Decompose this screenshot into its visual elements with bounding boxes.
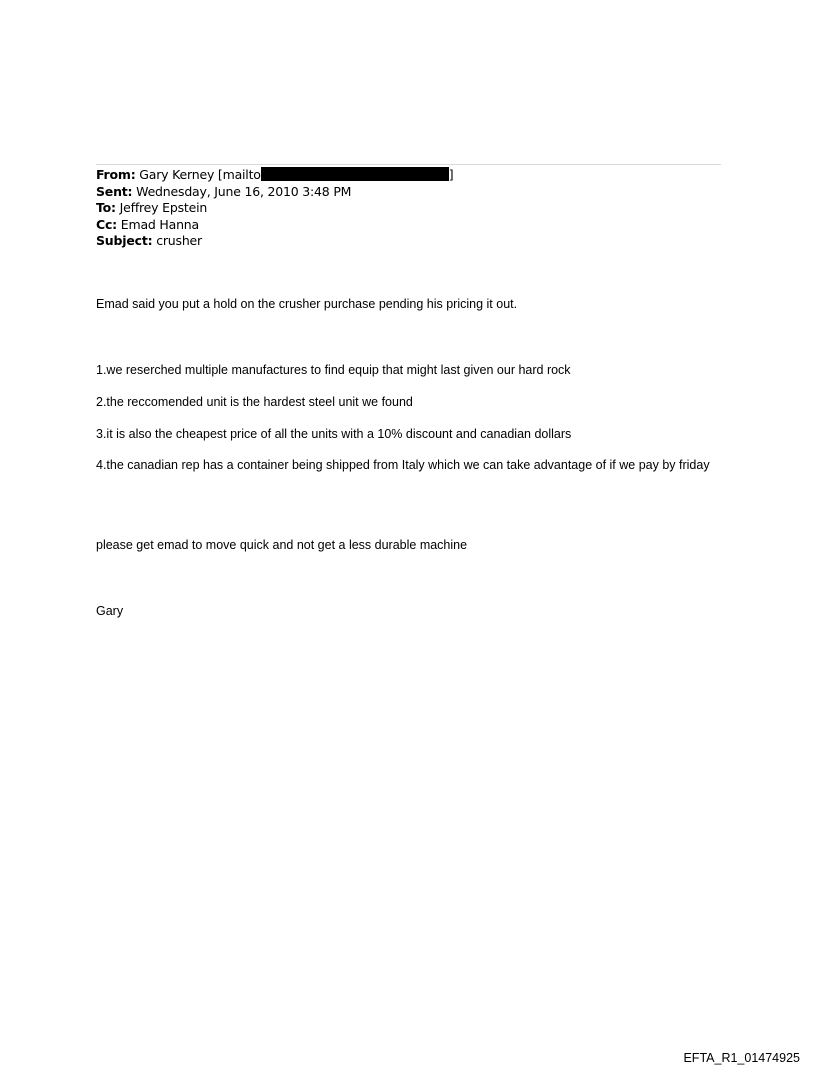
request-paragraph: please get emad to move quick and not get a less durable machine: [96, 538, 468, 552]
to-line: [96, 200, 453, 217]
point-4: 4.the canadian rep has a container being shipped from Italy which we can take advantage of if we pay by friday: [96, 458, 710, 472]
point-3: 3.it is also the cheapest price of all the units with a 10% discount and canadian dollars: [96, 427, 572, 441]
subject-label: Subject:: [96, 233, 153, 248]
from-close-bracket: ]: [448, 167, 454, 182]
point-2: 2.the reccomended unit is the hardest steel unit we found: [96, 395, 413, 409]
from-line: [96, 167, 453, 184]
point-1: 1.we reserched multiple manufactures to find equip that might last given our hard rock: [96, 363, 571, 377]
email-header: [96, 167, 453, 250]
signature: Gary: [96, 604, 124, 618]
to-label: To:: [96, 200, 116, 215]
from-value: Gary Kerney [mailto: [139, 167, 261, 182]
intro-paragraph: Emad said you put a hold on the crusher purchase pending his pricing it out.: [96, 297, 518, 311]
sent-label: Sent:: [96, 183, 133, 199]
subject-line: [96, 233, 453, 250]
cc-value: Emad Hanna: [120, 216, 199, 232]
from-label: From:: [96, 167, 136, 182]
cc-label: Cc:: [96, 216, 117, 232]
redaction-block: [261, 167, 449, 181]
sent-value: Wednesday, June 16, 2010 3:48 PM: [136, 183, 352, 199]
sent-line: [96, 184, 453, 201]
subject-value: crusher: [156, 233, 202, 248]
cc-line: [96, 217, 453, 234]
header-divider: [96, 164, 721, 165]
to-value: Jeffrey Epstein: [119, 200, 208, 215]
document-id: EFTA_R1_01474925: [683, 1051, 800, 1065]
